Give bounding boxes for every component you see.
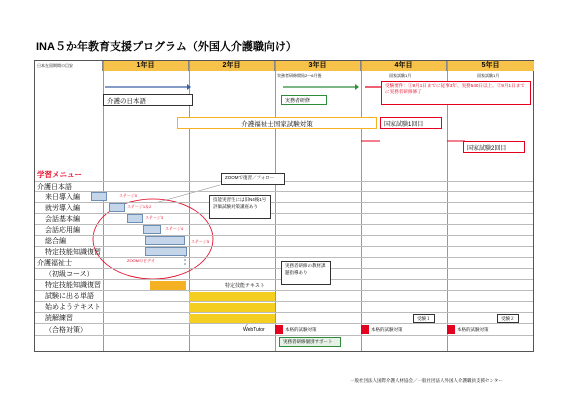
arrow-head xyxy=(187,84,191,90)
row-label: （合格対策） xyxy=(45,327,87,334)
juken-requirement-box: 受験要件：①9月1日までに従事3年、実務540日以上。②9月1日までに実務者研修修了 xyxy=(381,81,531,105)
stage-bar xyxy=(127,214,143,223)
sub-year3: 実務者研修開始2～6月後 xyxy=(277,73,322,78)
row-label: 始めようテキスト xyxy=(45,304,101,311)
stage-bar xyxy=(145,247,187,256)
honban-2-label: 本格的試験対策 xyxy=(371,327,403,332)
header-left-label: 日本在留期間の目安 xyxy=(35,61,103,71)
textbook-bar xyxy=(189,303,275,312)
kaigo-nihongo-box: 介護の日本語 xyxy=(103,94,193,106)
row-label: （初級コース） xyxy=(45,271,94,278)
honban-1-label: 本格的試験対策 xyxy=(285,327,317,332)
row-label: 読解練習 xyxy=(45,315,73,322)
arrow-head xyxy=(355,84,359,90)
row-label: 来日導入編 xyxy=(45,194,80,201)
stage-label: ステージ0 xyxy=(119,193,138,198)
tokutei-review-bar xyxy=(150,281,186,290)
header-year-1: 1年目 xyxy=(103,61,189,71)
stage-label: ステージ5 xyxy=(191,239,210,244)
row-label: 就労導入編 xyxy=(45,205,80,212)
juken-2-box: 受験２ xyxy=(497,314,519,323)
kokka-taisaku-bar: 介護福祉士国家試験対策 xyxy=(177,117,377,129)
header-year-5: 5年目 xyxy=(447,61,534,71)
honban-red-bar xyxy=(447,325,455,334)
tokutei-text-label: 特定技能テキスト xyxy=(225,283,265,289)
row-label: 会話応用編 xyxy=(45,227,80,234)
jitsumu-support-box: 実務者研修個別サポート xyxy=(279,337,341,347)
zoom-review-box: ZOOMで復習／フォロー xyxy=(221,173,285,185)
stage-bar xyxy=(143,225,161,234)
row-label: 試験に出る単語 xyxy=(45,293,94,300)
vocab-bar xyxy=(189,292,275,301)
stage-bar xyxy=(91,192,107,201)
row-label: 介護福祉士 xyxy=(37,260,72,267)
row-label: 介護日本語 xyxy=(37,184,72,191)
row-label: 総合編 xyxy=(45,238,66,245)
tokutei-note-box: 技能実習生には旧N4後1号評価試験対策講座あり xyxy=(209,195,271,219)
jitsumu-note-box: 実務者研修の教材課題指導あり xyxy=(281,261,331,285)
schedule-grid xyxy=(34,60,534,352)
sub-year5: 国家試験1月 xyxy=(477,73,500,78)
row-label: 特定技能知識復習 xyxy=(45,249,101,256)
stage-label: ステージ3 xyxy=(145,215,164,220)
footer-credit: 一般社団法人国際介護人材協会／一般社団法人外国人介護職員支援センター xyxy=(350,378,503,383)
juken-1-box: 受験１ xyxy=(413,314,435,323)
honban-3-label: 本格的試験対策 xyxy=(457,327,489,332)
kokka-2-box: 国家試験2回目 xyxy=(463,141,525,153)
zoom-video-label: ZOOMのビデオ xyxy=(127,258,155,263)
header-year-4: 4年目 xyxy=(361,61,447,71)
sub-year4: 国家試験1月 xyxy=(389,73,412,78)
menu-title: 学習メニュー xyxy=(37,170,82,179)
reading-bar xyxy=(189,314,275,323)
kokka-1-box: 国家試験1回目 xyxy=(380,117,442,129)
header-year-2: 2年目 xyxy=(189,61,275,71)
stage-bar xyxy=(145,236,185,245)
jitsumu-box: 実務者研修 xyxy=(281,95,327,105)
webtutor-label: WebTutor xyxy=(243,327,265,333)
honban-red-bar xyxy=(275,325,283,334)
stage-label: ステージ4 xyxy=(165,226,184,231)
stage-label: ステージ1＆2 xyxy=(127,204,152,209)
stage-bar xyxy=(109,203,125,212)
row-label: 会話基本編 xyxy=(45,216,80,223)
honban-red-bar xyxy=(361,325,369,334)
page-title: INA５か年教育支援プログラム（外国人介護職向け） xyxy=(36,41,297,53)
header-year-3: 3年目 xyxy=(275,61,361,71)
row-label: 特定技能知識復習 xyxy=(45,282,101,289)
